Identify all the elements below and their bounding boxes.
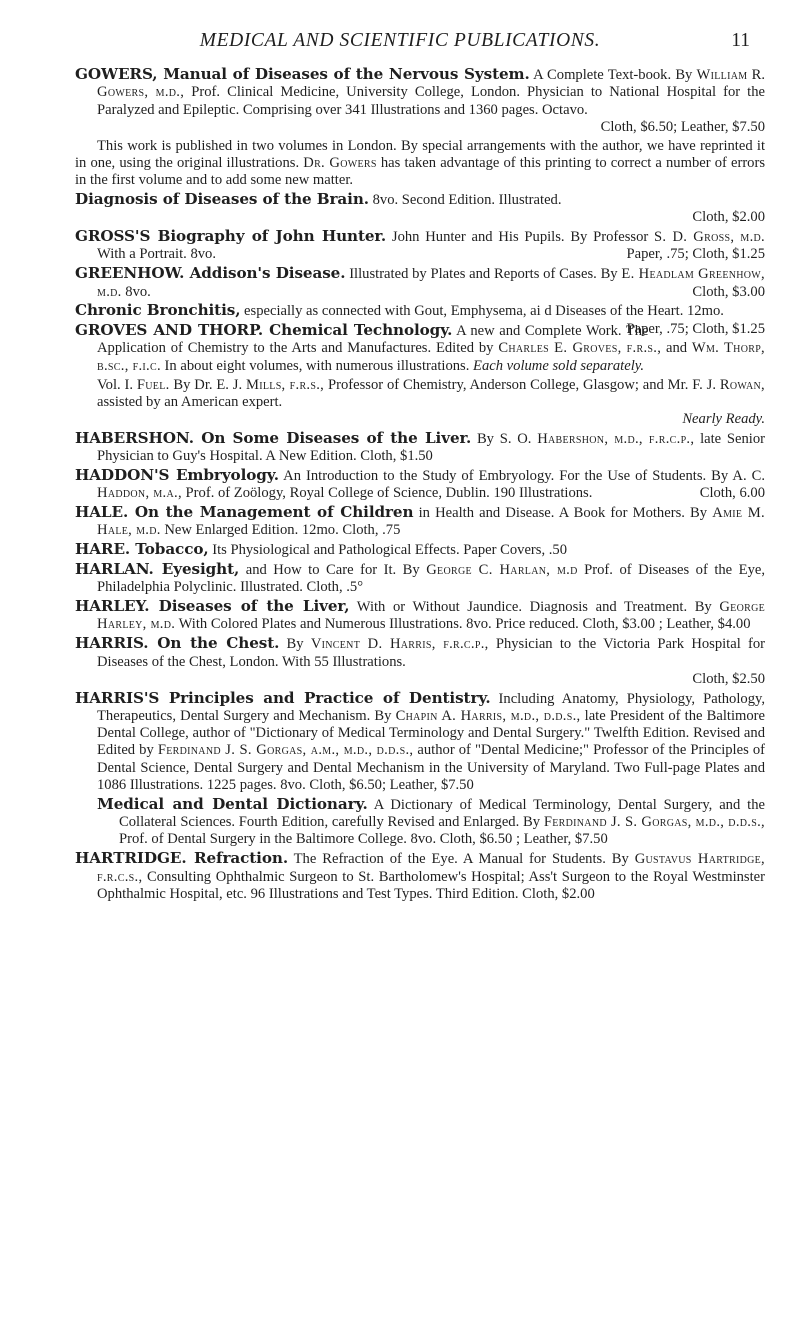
entry-text: author of "Dental Medicine;" Professor of the Principles of Dental Science, Dental Surgery and Dental Mechanism in the University of Maryland. Two Full-page Plates and 1086 Illustrations. 1225 pages. 8vo. Cloth, $6.50; Leather, $7.50 (97, 742, 765, 794)
entry-price: Cloth, 6.00 (699, 485, 765, 502)
entry-text: 8vo. (121, 283, 151, 300)
entry-author: George Harley, m.d. (97, 599, 766, 633)
entry-text: and How to Care for It. By (239, 562, 427, 579)
entry-text: late President of the Baltimore Dental College, author of "Dictionary of Medical Terminology and Dental Surgery." Twelfth Edition. Revised and Edited by (97, 707, 765, 759)
entry-text: Prof. of Dental Surgery in the Baltimore College. 8vo. Cloth, $6.50 ; Leather, $7.50 (119, 831, 608, 848)
entry-text: By S. O. (471, 430, 538, 447)
entry-price: Paper, .75; Cloth, $1.25 (626, 246, 765, 263)
entry-author: Charles E. Groves, f.r.s., (498, 340, 662, 357)
entry-text: The Refraction of the Eye. A Manual for Students. By (288, 851, 635, 868)
entry-text: R. (747, 67, 765, 83)
entry-author: Ferdinand J. S. Gorgas, m.d., d.d.s., (543, 814, 766, 831)
entry-text: John Hunter and His Pupils. By Professor (386, 229, 655, 246)
catalog-entry-hale (75, 504, 765, 540)
entry-text: With a Portrait. 8vo. (97, 246, 216, 263)
entry-text: Including Anatomy, Physiology, Pathology, Therapeutics, Dental Surgery and Mechanism. By (97, 690, 765, 724)
entry-text: Its Physiological and Pathological Effects. Paper Covers, .50 (208, 542, 568, 559)
volume-author: Rowan, (719, 376, 765, 393)
entry-heading: HARTRIDGE. Refraction. (75, 849, 289, 868)
catalog-entry-harris-chest (75, 635, 765, 688)
catalog-entry-habershon (75, 430, 765, 466)
entry-heading: GROVES AND THORP. Chemical Technology. (75, 321, 453, 340)
catalog-entry-harlan (75, 561, 765, 597)
entry-author: S. D. Gross, m.d. (654, 229, 765, 246)
entry-note (75, 138, 765, 190)
catalog-entry-greenhow (75, 265, 765, 301)
entry-text: By (279, 636, 311, 653)
entry-author: Chapin A. Harris, m.d., d.d.s., (395, 707, 581, 724)
note-text: This work is published in two volumes in London. By special arrangements with the author, we have reprinted it in one, using the original illustrations. (75, 137, 765, 171)
volume-author: Mills, f.r.s., (245, 376, 325, 393)
entry-author: E. Headlam Greenhow, m.d. (97, 266, 765, 300)
note-author: Dr. Gowers (303, 154, 377, 171)
entry-heading: HARRIS. On the Chest. (75, 634, 280, 653)
catalog-entry-haddon (75, 467, 765, 503)
entry-price: Cloth, $2.00 (692, 209, 765, 226)
volume-label: Vol. I. (97, 376, 137, 393)
catalog-entry-hare (75, 541, 765, 559)
entry-heading: HADDON'S Embryology. (75, 466, 279, 485)
entry-heading: HALE. On the Management of Children (75, 503, 414, 522)
entry-heading: GROSS'S Biography of John Hunter. (75, 227, 387, 246)
page-number: 11 (731, 30, 750, 51)
entry-text: Prof. of Zoölogy, Royal College of Science, Dublin. 190 Illustrations. (181, 485, 593, 502)
entry-text: Prof. of Diseases of the Eye, Philadelphia Polyclinic. Illustrated. Cloth, .5° (97, 562, 765, 596)
catalog-entries (75, 66, 765, 905)
volume-text: assisted by an American expert. (97, 393, 283, 410)
running-head (0, 28, 800, 54)
entry-heading: Diagnosis of Diseases of the Brain. (75, 190, 369, 209)
entry-heading: Chronic Bronchitis, (75, 301, 241, 320)
entry-author: George C. Harlan, m.d (426, 562, 578, 579)
entry-text: Illustrated by Plates and Reports of Cases. By (345, 266, 622, 283)
entry-text: in Health and Disease. A Book for Mothers. By (413, 505, 713, 522)
entry-volume-note (75, 377, 765, 429)
entry-text: With Colored Plates and Numerous Illustrations. 8vo. Price reduced. Cloth, $3.00 ; Leather, $4.00 (175, 616, 751, 633)
entry-author: Wm. Thorp, b.sc., f.i.c. (97, 340, 766, 374)
entry-text: Prof. Clinical Medicine, University College, London. Physician to National Hospital for the Paralyzed and Epileptic. Comprising over 341 Illustrations and 1360 pages. Octavo. (97, 84, 765, 118)
running-title: MEDICAL AND SCIENTIFIC PUBLICATIONS. (199, 30, 601, 51)
entry-author: Ferdinand J. S. Gorgas, a.m., m.d., d.d.s., (157, 742, 414, 759)
entry-text: An Introduction to the Study of Embryology. For the Use of Students. By A. C. (278, 468, 765, 485)
catalog-entry-dental-dictionary (75, 796, 765, 849)
entry-text: and (661, 340, 692, 357)
entry-price: Paper, .75; Cloth, $1.25 (626, 320, 765, 337)
entry-text: In about eight volumes, with numerous illustrations. (160, 357, 474, 374)
entry-text: New Enlarged Edition. 12mo. Cloth, .75 (160, 522, 401, 539)
catalog-entry-harley (75, 598, 765, 634)
entry-author: Gustavus Hartridge, f.r.c.s., (97, 851, 765, 885)
entry-italic-note: Each volume sold separately. (473, 357, 645, 374)
entry-text: Physician to the Victoria Park Hospital for Diseases of the Chest, London. With 55 Illustrations. (97, 636, 766, 670)
entry-text: A Dictionary of Medical Terminology, Dental Surgery, and the Collateral Sciences. Fourth Edition, carefully Revised and Enlarged. By (119, 796, 765, 831)
entry-text: A new and Complete Work. The Application of Chemistry to the Arts and Manufactures. Edited by (97, 323, 649, 357)
volume-title: Fuel. (136, 376, 170, 393)
entry-author: William (696, 67, 748, 83)
entry-heading: HARLEY. Diseases of the Liver, (75, 597, 350, 616)
entry-text: 8vo. Second Edition. Illustrated. (368, 192, 562, 209)
entry-heading: HARLAN. Eyesight, (75, 560, 240, 579)
entry-author: Vincent D. Harris, f.r.c.p., (310, 636, 489, 653)
catalog-entry-harris-dentistry (75, 690, 765, 795)
entry-text: Consulting Ophthalmic Surgeon to St. Bartholomew's Hospital; Ass't Surgeon to the Royal Westminster Ophthalmic Hospital, etc. 96 Illustrations and Test Types. Third Edition. Cloth, $2.00 (97, 868, 765, 902)
catalog-entry-diagnosis-brain (75, 191, 765, 227)
volume-text: By Dr. E. J. (169, 376, 246, 393)
entry-text: A Complete Text-book. By (529, 67, 697, 83)
entry-price: Cloth, $2.50 (692, 670, 765, 687)
entry-heading: GOWERS, Manual of Diseases of the Nervous System. (75, 65, 530, 83)
catalog-entry-hartridge (75, 850, 765, 903)
entry-author: Gowers, m.d., (97, 84, 185, 101)
entry-price: Cloth, $6.50; Leather, $7.50 (600, 118, 765, 135)
entry-price: Cloth, $3.00 (692, 283, 765, 300)
entry-author: Haddon, m.a., (97, 485, 182, 502)
entry-author: Amie M. Hale, m.d. (97, 505, 766, 539)
note-text: has taken advantage of this printing to correct a number of errors in the first volume and to add some new matter. (75, 154, 766, 189)
catalog-entry-gross (75, 228, 765, 264)
catalog-entry-gowers-manual (75, 66, 765, 136)
entry-status: Nearly Ready. (682, 411, 765, 428)
entry-heading: Medical and Dental Dictionary. (97, 794, 368, 813)
entry-text: With or Without Jaundice. Diagnosis and Treatment. By (349, 599, 720, 616)
entry-text: late Senior Physician to Guy's Hospital. A New Edition. Cloth, $1.50 (97, 430, 766, 465)
entry-heading: HARRIS'S Principles and Practice of Dentistry. (75, 688, 491, 707)
entry-text: especially as connected with Gout, Emphysema, ai d Diseases of the Heart. 12mo. (240, 303, 724, 320)
entry-heading: GREENHOW. Addison's Disease. (75, 264, 346, 283)
volume-text: Professor of Chemistry, Anderson College, Glasgow; and Mr. F. J. (324, 376, 720, 393)
entry-author: Habershon, m.d., f.r.c.p., (537, 430, 695, 447)
entry-heading: HARE. Tobacco, (75, 540, 209, 559)
entry-heading: HABERSHON. On Some Diseases of the Liver. (75, 428, 472, 447)
